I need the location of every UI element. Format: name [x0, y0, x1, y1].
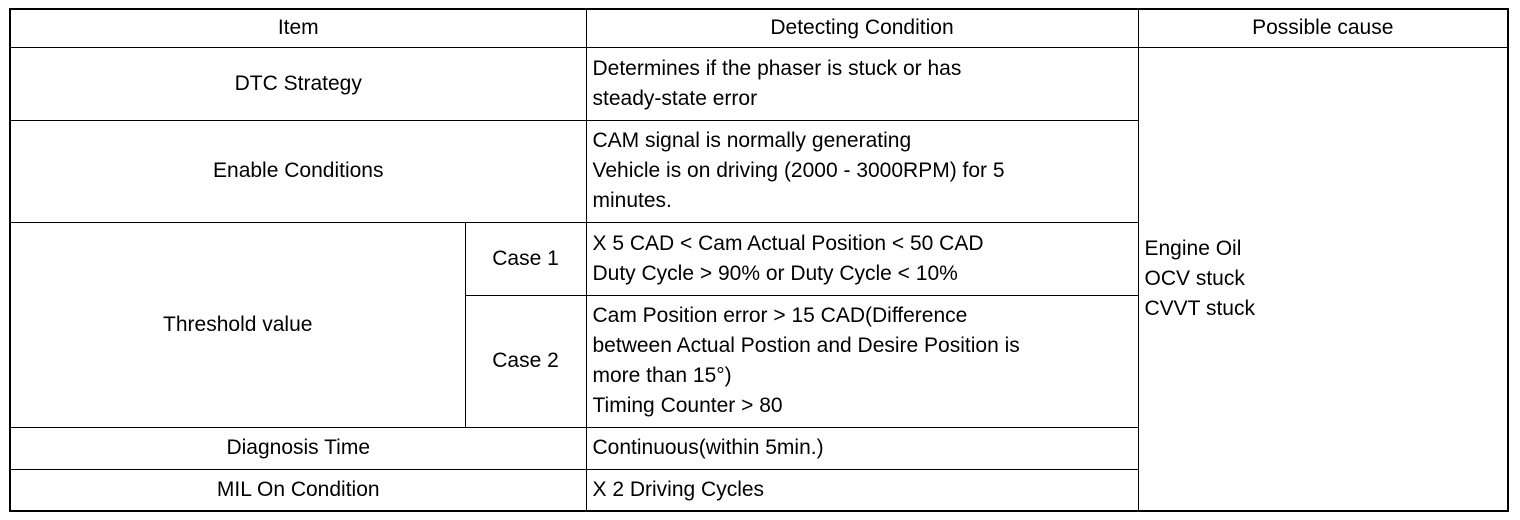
- condition-case-1: [586, 222, 1138, 295]
- condition-line: Determines if the phaser is stuck or has: [592, 56, 962, 80]
- condition-line: X 5 CAD < Cam Actual Position < 50 CAD: [592, 231, 984, 255]
- condition-line: steady-state error: [592, 86, 758, 110]
- possible-cause-line: CVVT stuck: [1144, 296, 1255, 320]
- possible-cause-line: OCV stuck: [1144, 266, 1245, 290]
- item-enable-conditions: Enable Conditions: [10, 120, 586, 222]
- condition-mil-on-condition: X 2 Driving Cycles: [586, 469, 1138, 511]
- condition-line: more than 15°): [592, 364, 732, 387]
- header-item: Item: [10, 9, 586, 47]
- possible-cause-cell: [1138, 47, 1508, 511]
- condition-line: Duty Cycle > 90% or Duty Cycle < 10%: [592, 261, 958, 285]
- possible-cause-line: Engine Oil: [1144, 236, 1242, 260]
- condition-dtc-strategy: [586, 47, 1138, 120]
- condition-line: Cam Position error > 15 CAD(Difference: [592, 304, 968, 327]
- item-diagnosis-time: Diagnosis Time: [10, 427, 586, 469]
- condition-enable-conditions: [586, 120, 1138, 222]
- case-1-label: Case 1: [465, 222, 586, 295]
- table-header-row: [10, 9, 1508, 47]
- condition-case-2: [586, 295, 1138, 427]
- header-possible-cause: Possible cause: [1138, 9, 1508, 47]
- item-mil-on-condition: MIL On Condition: [10, 469, 586, 511]
- condition-diagnosis-time: Continuous(within 5min.): [586, 427, 1138, 469]
- condition-line: between Actual Postion and Desire Position is: [592, 334, 1020, 357]
- dtc-spec-table: [9, 8, 1509, 512]
- header-detecting-condition: Detecting Condition: [586, 9, 1138, 47]
- item-threshold-value: Threshold value: [10, 222, 465, 427]
- condition-line: CAM signal is normally generating: [592, 129, 912, 152]
- condition-line: Timing Counter > 80: [592, 394, 783, 417]
- case-2-label: Case 2: [465, 295, 586, 427]
- table-row: [10, 47, 1508, 120]
- item-dtc-strategy: DTC Strategy: [10, 47, 586, 120]
- condition-line: Vehicle is on driving (2000 - 3000RPM) for 5: [592, 159, 1005, 182]
- condition-line: minutes.: [592, 189, 672, 212]
